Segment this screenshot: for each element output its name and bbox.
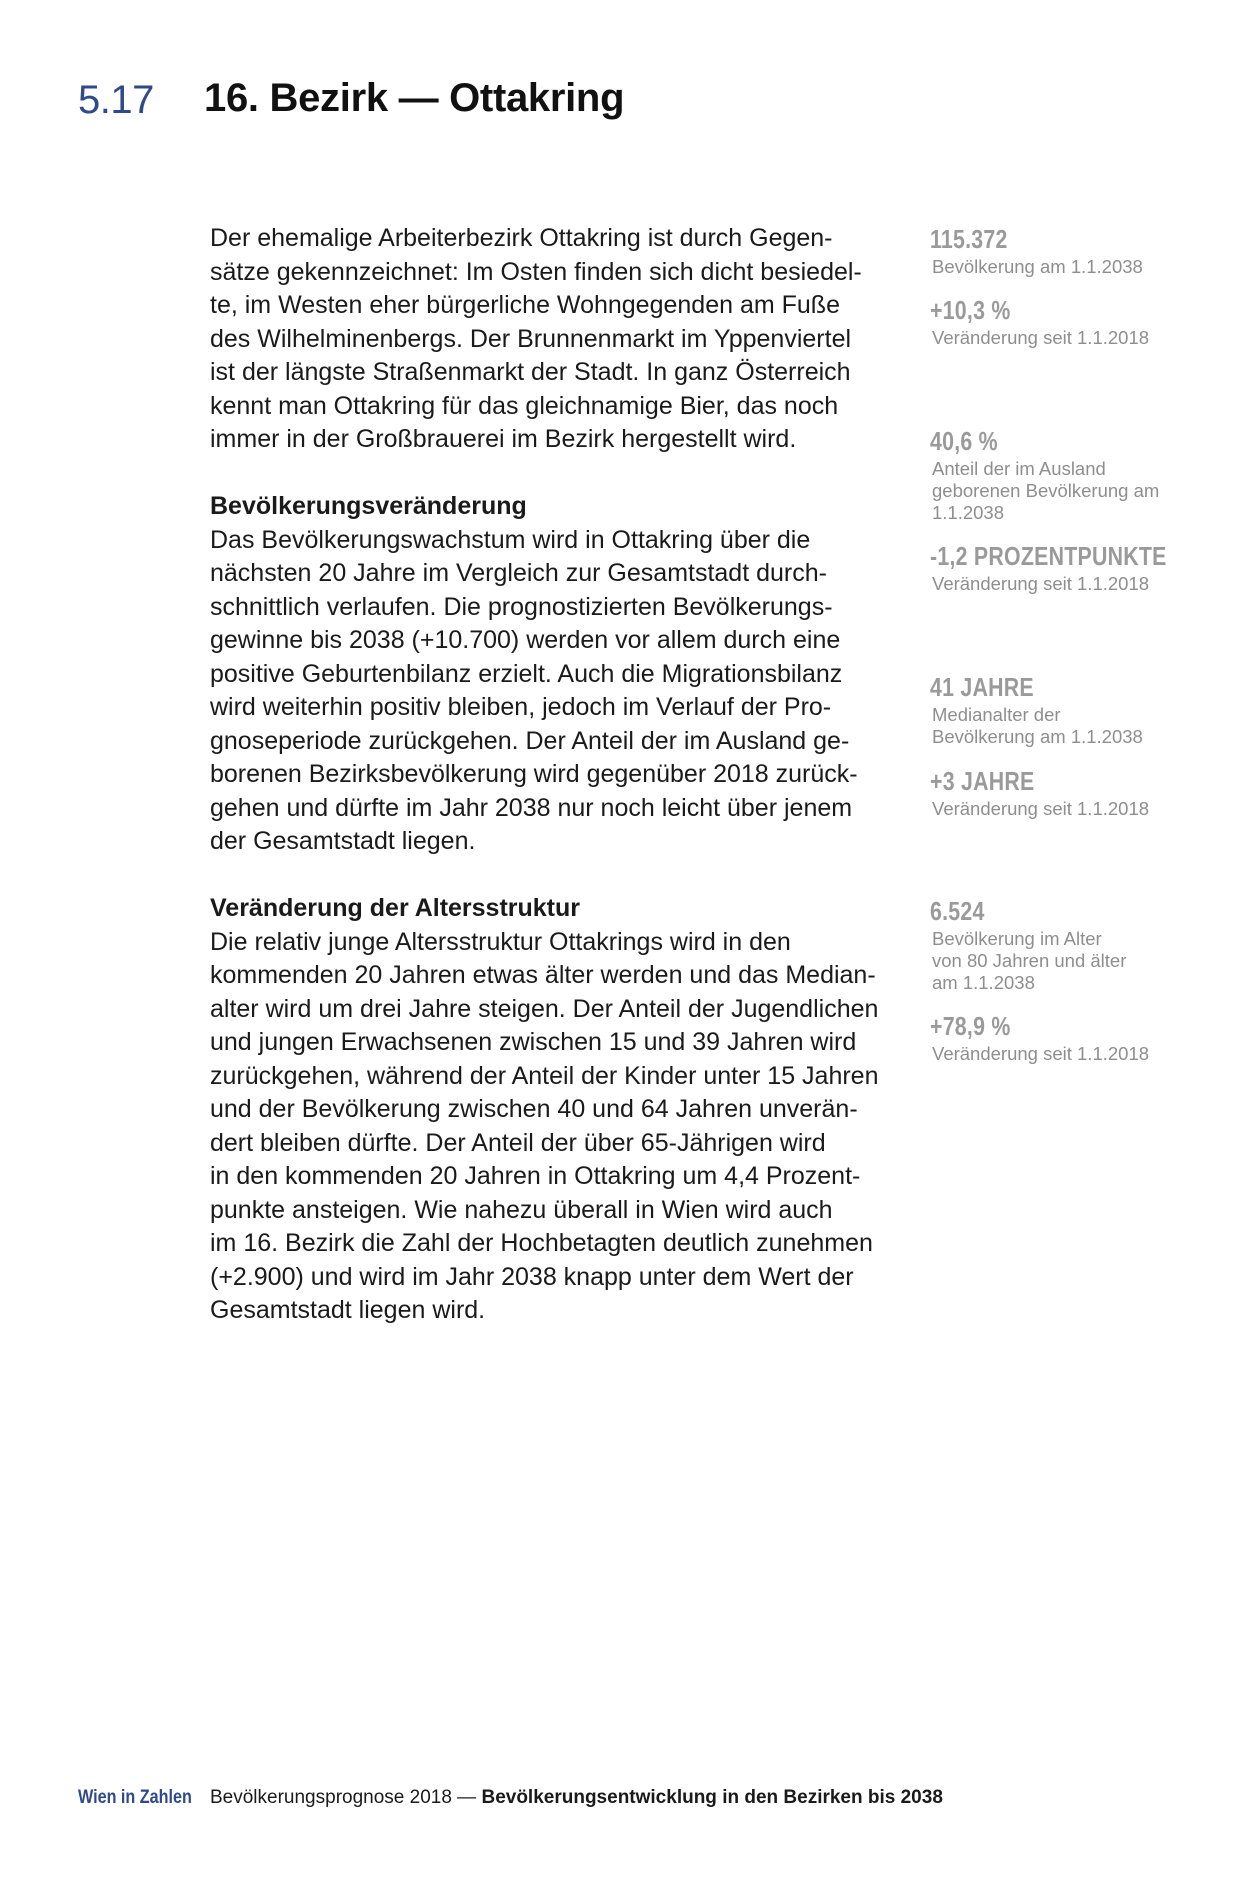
stat-foreign-born-change-label: Veränderung seit 1.1.2018 (932, 573, 1150, 594)
section-heading-age-structure: Veränderung der Altersstruktur (210, 894, 581, 922)
section-number: 5.17 (78, 78, 154, 122)
stat-age80-change-label: Veränderung seit 1.1.2018 (932, 1043, 1150, 1064)
stat-age80-change-value: +78,9 % (930, 1011, 1011, 1041)
page-title: 16. Bezirk — Ottakring (204, 76, 625, 120)
body-text (210, 222, 890, 1328)
section-heading-population-change: Bevölkerungsveränderung (210, 492, 527, 520)
stat-population-change-value: +10,3 % (930, 295, 1011, 325)
stat-population-change-label: Veränderung seit 1.1.2018 (932, 327, 1150, 348)
population-change-paragraph: Das Bevölkerungswachstum wird in Ottakring über die nächsten 20 Jahre im Vergleich zur Gesamtstadt durch- schnittlich verlaufen. Die prognostizierten Bevölkerungs- gewinne bis 2038 (+10.700) werden vor allem durch eine positive Geburtenbilanz erzielt. Auch die Migrationsbilanz wird weiterhin positiv bleiben, jedoch im Verlauf der Pro- gnoseperiode zurückgehen. Der Anteil der im Ausland ge- borenen Bezirksbevölkerung wird gegenüber 2018 zurück- gehen und dürfte im Jahr 2038 nur noch leicht über jenem der Gesamtstadt liegen. (210, 525, 858, 855)
stat-foreign-born-value: 40,6 % (930, 426, 998, 456)
stat-foreign-born-label: Anteil der im Ausland geborenen Bevölkerung am 1.1.2038 (932, 458, 1160, 523)
age-structure-paragraph: Die relativ junge Altersstruktur Ottakrings wird in den kommenden 20 Jahren etwas älter werden und das Median- alter wird um drei Jahre steigen. Der Anteil der Jugendlichen und jungen Erwachsenen zwischen 15 und 39 Jahren wird zurückgehen, während der Anteil der Kinder unter 15 Jahren und der Bevölkerung zwischen 40 und 64 Jahren unverän- dert bleiben dürfte. Der Anteil der über 65-Jährigen wird in den kommenden 20 Jahren in Ottakring um 4,4 Prozent- punkte ansteigen. Wie nahezu überall in Wien wird auch im 16. Bezirk die Zahl der Hochbetagten deutlich zunehmen (+2.900) und wird im Jahr 2038 knapp unter dem Wert der Gesamtstadt liegen wird. (210, 927, 879, 1324)
stat-population-value: 115.372 (930, 224, 1008, 254)
intro-paragraph: Der ehemalige Arbeiterbezirk Ottakring ist durch Gegen- sätze gekennzeichnet: Im Osten finden sich dicht besiedel- te, im Westen eher bürgerliche Wohngegenden am Fuße des Wilhelminenbergs. Der Brunnenmarkt im Yppenviertel ist der längste Straßenmarkt der Stadt. In ganz Österreich kennt man Ottakring für das gleichnamige Bier, das noch immer in der Großbrauerei im Bezirk hergestellt wird. (210, 224, 862, 453)
footer-publication: Bevölkerungsprognose 2018 — Bevölkerungsentwicklung in den Bezirken bis 2038 (210, 1787, 943, 1808)
stat-population-label: Bevölkerung am 1.1.2038 (932, 256, 1143, 277)
stat-age80-label: Bevölkerung im Alter von 80 Jahren und älter am 1.1.2038 (932, 928, 1127, 993)
stat-median-age-label: Medianalter der Bevölkerung am 1.1.2038 (932, 704, 1143, 747)
stat-median-age-change-value: +3 JAHRE (930, 766, 1035, 796)
stat-age80-value: 6.524 (930, 896, 985, 926)
stat-median-age-value: 41 JAHRE (930, 672, 1034, 702)
footer-brand: Wien in Zahlen (78, 1787, 192, 1808)
stat-median-age-change-label: Veränderung seit 1.1.2018 (932, 798, 1150, 819)
stat-foreign-born-change-value: -1,2 PROZENTPUNKTE (930, 541, 1167, 571)
